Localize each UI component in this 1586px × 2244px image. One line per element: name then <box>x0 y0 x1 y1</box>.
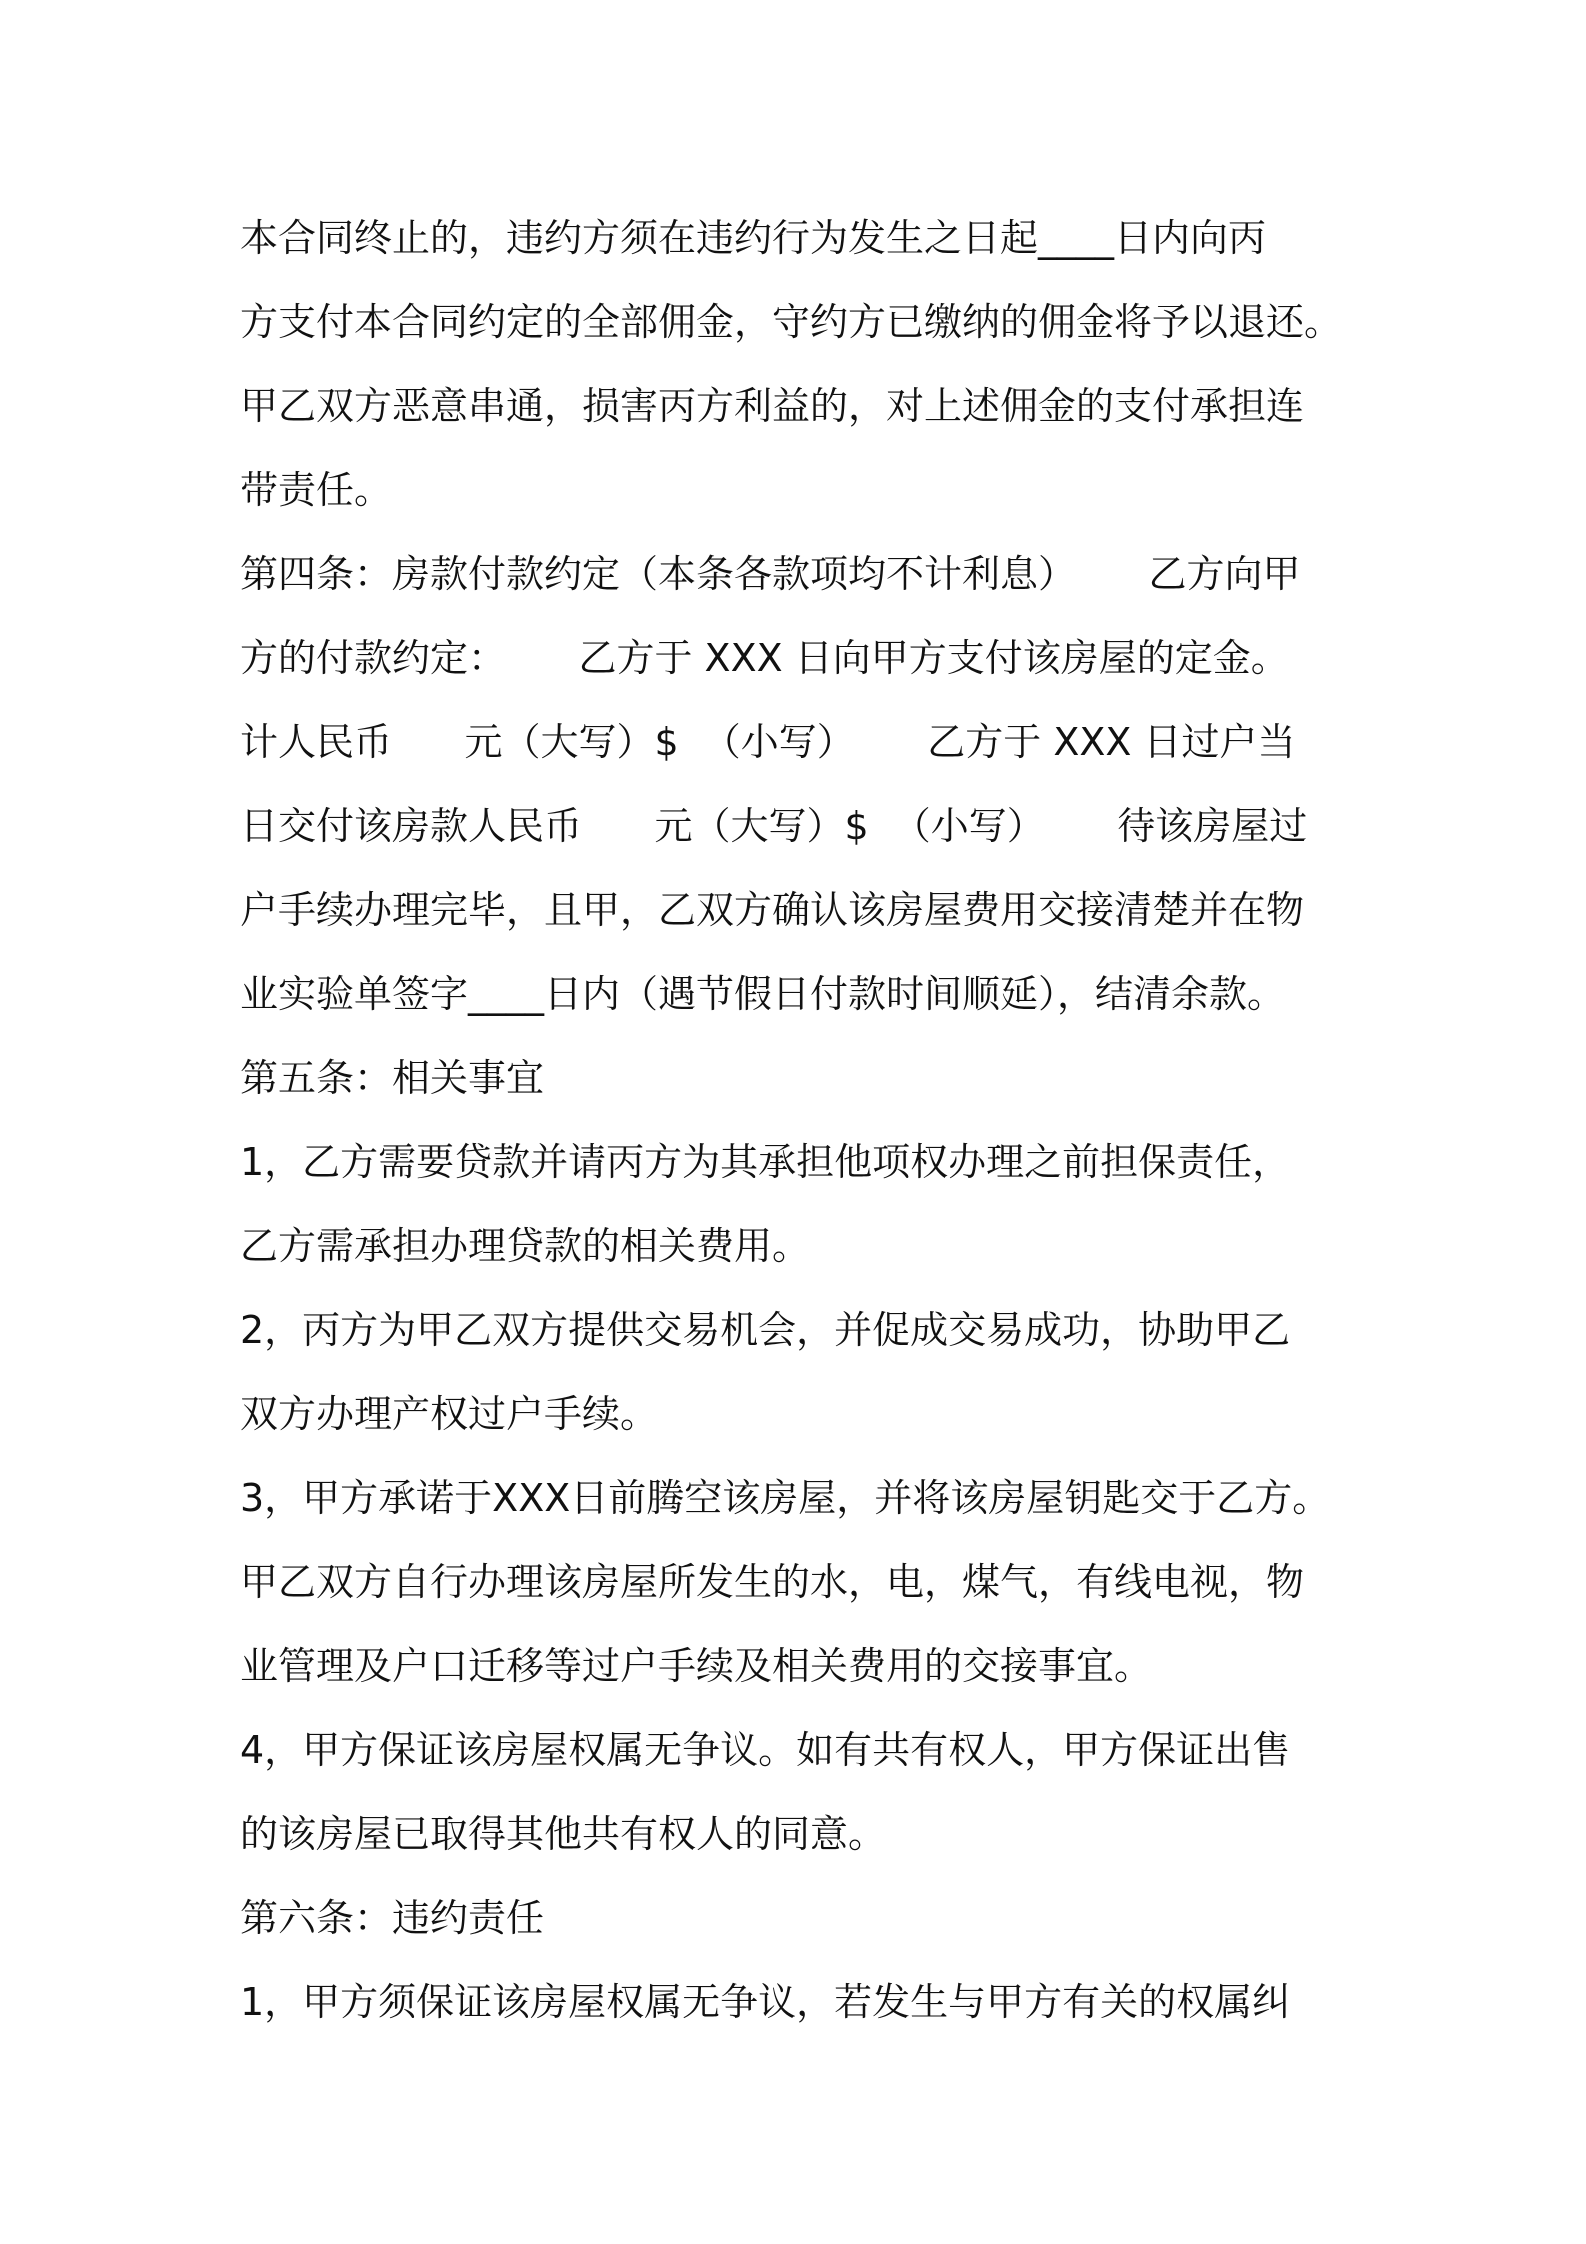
text-line: 甲乙双方自行办理该房屋所发生的水，电，煤气，有线电视，物 <box>240 1560 1305 1604</box>
text-line: 的该房屋已取得其他共有权人的同意。 <box>240 1812 887 1856</box>
clause-item: 2，丙方为甲乙双方提供交易机会，并促成交易成功，协助甲乙 <box>240 1308 1291 1352</box>
text-line: 双方办理产权过户手续。 <box>240 1392 659 1436</box>
clause-item: 4，甲方保证该房屋权属无争议。如有共有权人，甲方保证出售 <box>240 1728 1291 1772</box>
section-heading-article-5: 第五条：相关事宜 <box>240 1056 545 1100</box>
text-line: 本合同终止的，违约方须在违约行为发生之日起____日内向丙 <box>240 216 1267 260</box>
clause-item: 1，乙方需要贷款并请丙方为其承担他项权办理之前担保责任， <box>240 1140 1291 1184</box>
text-line: 乙方需承担办理贷款的相关费用。 <box>240 1224 811 1268</box>
text-line: 带责任。 <box>240 468 393 512</box>
text-line: 甲乙双方恶意串通，损害丙方利益的，对上述佣金的支付承担连 <box>240 384 1305 428</box>
text-line: 户手续办理完毕，且甲，乙双方确认该房屋费用交接清楚并在物 <box>240 888 1305 932</box>
text-line: 计人民币 元（大写）$ （小写） 乙方于 XXX 日过户当 <box>240 720 1296 764</box>
text-line: 业实验单签字____日内（遇节假日付款时间顺延），结清余款。 <box>240 972 1286 1016</box>
text-line: 方的付款约定： 乙方于 XXX 日向甲方支付该房屋的定金。 <box>240 636 1289 680</box>
text-line: 业管理及户口迁移等过户手续及相关费用的交接事宜。 <box>240 1644 1153 1688</box>
section-heading-article-4: 第四条：房款付款约定（本条各款项均不计利息） 乙方向甲 <box>240 552 1301 596</box>
text-line: 日交付该房款人民币 元（大写）$ （小写） 待该房屋过 <box>240 804 1308 848</box>
contract-body <box>240 196 1370 2044</box>
clause-item: 3，甲方承诺于XXX日前腾空该房屋，并将该房屋钥匙交于乙方。 <box>240 1476 1331 1520</box>
section-heading-article-6: 第六条：违约责任 <box>240 1896 545 1940</box>
text-line: 方支付本合同约定的全部佣金，守约方已缴纳的佣金将予以退还。 <box>240 300 1343 344</box>
clause-item: 1，甲方须保证该房屋权属无争议，若发生与甲方有关的权属纠 <box>240 1980 1291 2024</box>
